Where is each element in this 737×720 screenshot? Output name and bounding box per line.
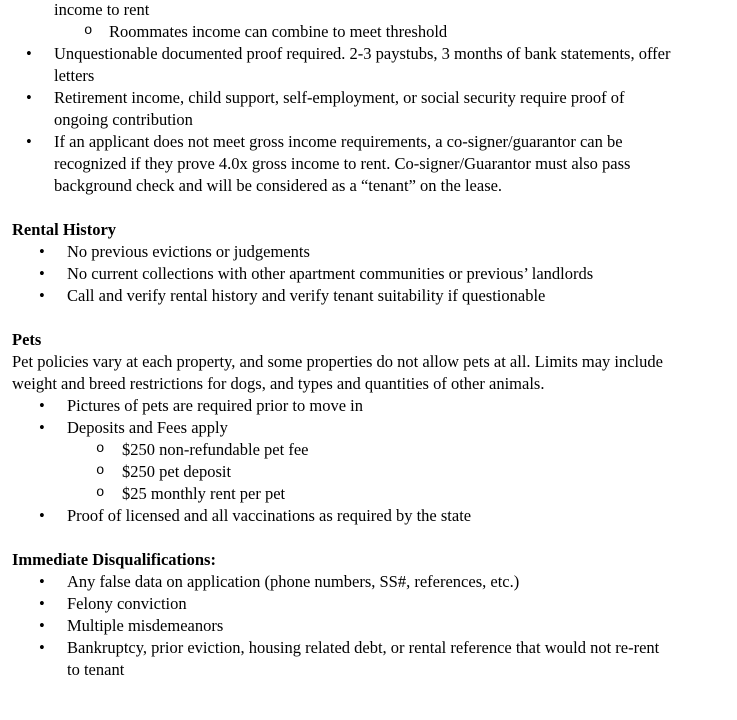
list-item-fee: o $25 monthly rent per pet	[0, 483, 737, 505]
section-heading-pets: Pets	[12, 330, 42, 349]
income-sub-list	[0, 21, 737, 43]
list-item-retirement: • Retirement income, child support, self-employment, or social security require proof of ongoing contribution	[0, 87, 737, 131]
list-item: • Call and verify rental history and verify tenant suitability if questionable	[0, 285, 737, 307]
pet-fees-list	[0, 439, 737, 505]
pets-paragraph-line-1: Pet policies vary at each property, and some properties do not allow pets at all. Limits may include	[12, 352, 663, 371]
section-heading-rental-history: Rental History	[12, 220, 117, 239]
list-item-fee: o $250 non-refundable pet fee	[0, 439, 737, 461]
list-item: • Felony conviction	[0, 593, 737, 615]
list-item-proof: • Unquestionable documented proof required. 2-3 paystubs, 3 months of bank statements, offer letters	[0, 43, 737, 87]
rental-history-list	[0, 241, 737, 307]
list-item-proof-vaccinations: • Proof of licensed and all vaccinations as required by the state	[0, 505, 737, 527]
list-item-roommates: o Roommates income can combine to meet threshold	[0, 21, 737, 43]
pets-list-continued	[0, 505, 737, 527]
income-list	[0, 43, 737, 197]
disqualifications-list	[0, 571, 737, 681]
list-item-cosigner: • If an applicant does not meet gross income requirements, a co-signer/guarantor can be recognized if they prove 4.0x gross income to rent. Co-signer/Guarantor must also pass background check and will be considered as a “tenant” on the lease.	[0, 131, 737, 197]
section-heading-disqualifications: Immediate Disqualifications:	[12, 550, 216, 569]
pets-paragraph-line-2: weight and breed restrictions for dogs, and types and quantities of other animals.	[12, 374, 545, 393]
list-item: • Bankruptcy, prior eviction, housing related debt, or rental reference that would not re-rent to tenant	[0, 637, 737, 681]
list-item-deposits: • Deposits and Fees apply	[0, 417, 737, 439]
list-item: • Any false data on application (phone numbers, SS#, references, etc.)	[0, 571, 737, 593]
list-item: • Multiple misdemeanors	[0, 615, 737, 637]
list-item-fee: o $250 pet deposit	[0, 461, 737, 483]
list-item-pictures: • Pictures of pets are required prior to move in	[0, 395, 737, 417]
pets-list	[0, 395, 737, 439]
list-item: • No previous evictions or judgements	[0, 241, 737, 263]
list-item: • No current collections with other apartment communities or previous’ landlords	[0, 263, 737, 285]
income-continuation-line: income to rent	[54, 0, 150, 19]
